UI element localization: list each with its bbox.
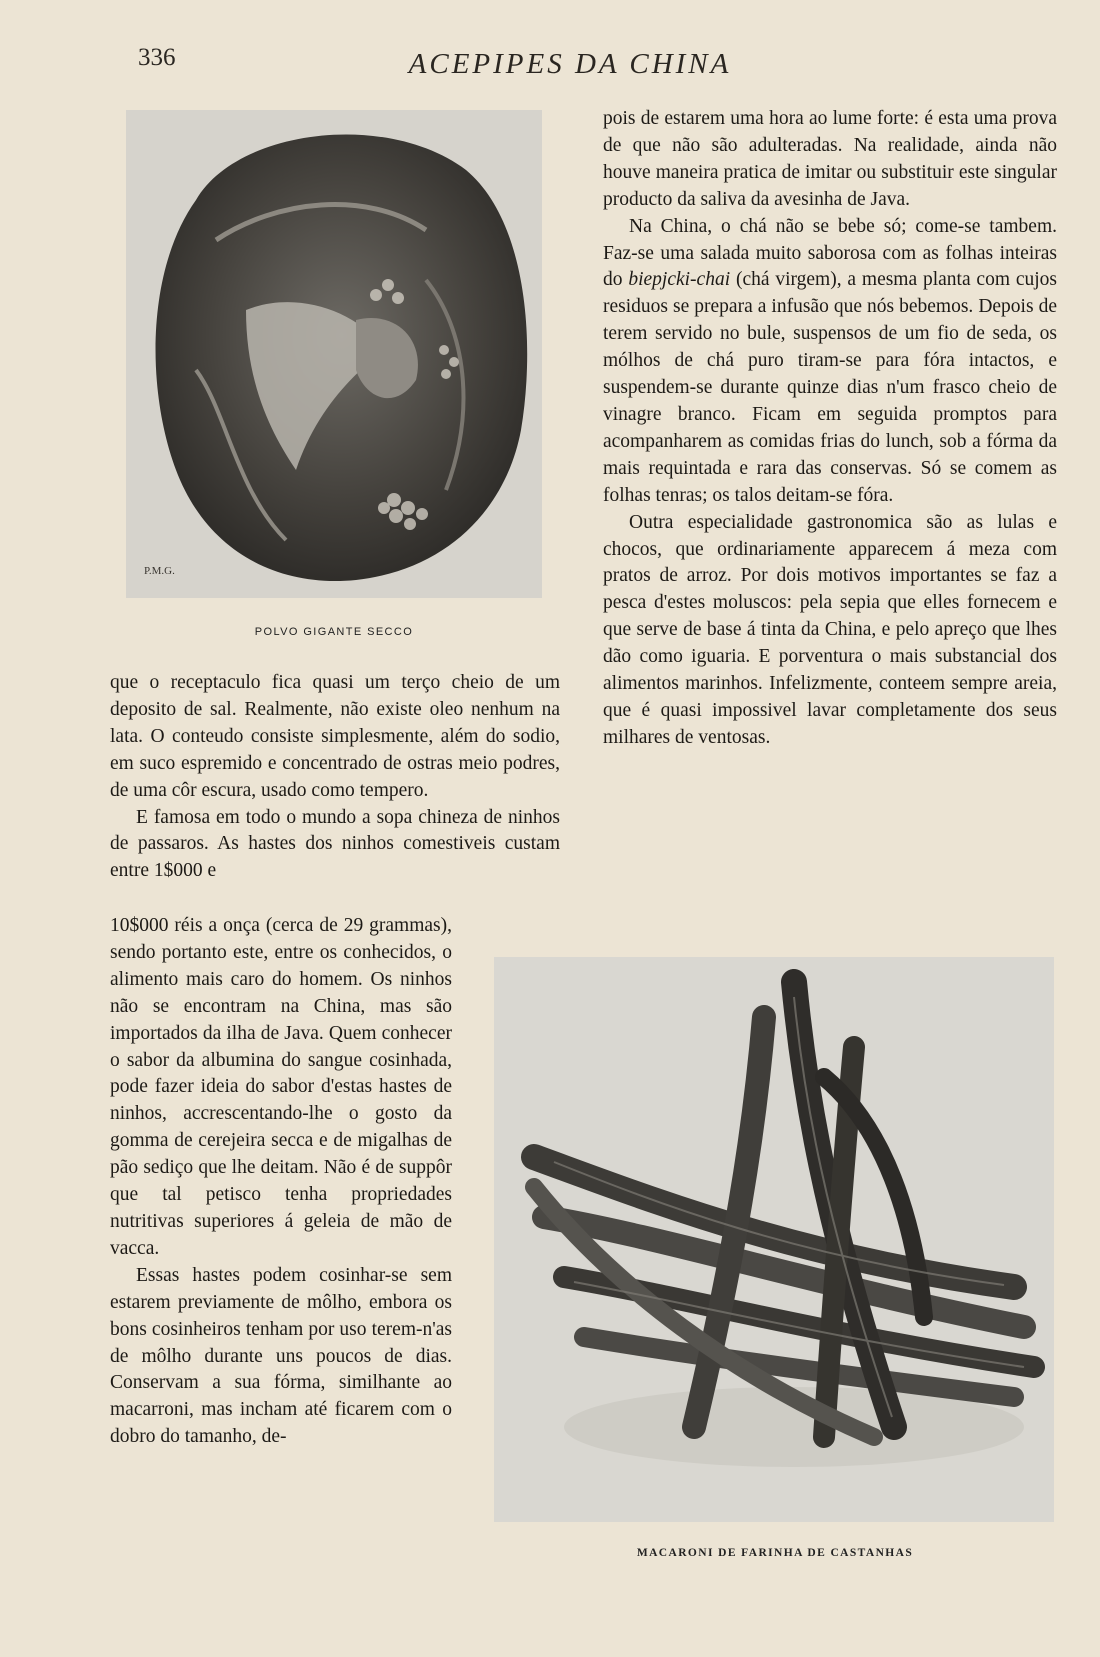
octopus-photo <box>126 110 542 598</box>
paragraph: 10$000 réis a onça (cerca de 29 grammas), sendo portanto este, entre os conhecidos, o alimento mais caro do homem. Os ninhos não se encontram na China, mas são importados da ilha de Java. Quem conhecer o sabor da albumina do sangue cosinhada, pode fazer ideia do sabor d'estas hastes de ninhos, accrescentando-lhe o gosto da gomma de cerejeira secca e de migalhas de pão sediço que lhe deitam. Não é de suppôr que tal petisco tenha propriedades nutritivas superiores á geleia de mão de vacca. <box>110 915 452 1259</box>
text-run: Na China, o chá não se bebe só; come-se tambem. Faz-se uma salada muito saborosa com as folhas inteiras do <box>603 215 1057 291</box>
italic-term: biepjcki-chai <box>628 269 731 291</box>
paragraph: pois de estarem uma hora ao lume forte: é esta uma prova de que não são adulteradas. Na realidade, ainda não houve maneira pratica de imitar ou substituir este singular producto da saliva da avesinha de Java. <box>603 108 1057 210</box>
octopus-caption: POLVO GIGANTE SECCO <box>254 626 414 638</box>
left-column-top <box>110 670 560 885</box>
paragraph <box>603 214 1057 510</box>
chestnut-macaroni-icon <box>494 957 1054 1522</box>
paragraph: Outra especialidade gastronomica são as lulas e chocos, que ordinariamente apparecem á meza com pratos de arroz. Por dois motivos importantes se faz a pesca d'estes moluscos: pela sepia que elles fornecem e que serve de base á tinta da China, e pelo apreço que lhes dão como iguaria. E porventura o mais substancial dos alimentos marinhos. Infelizmente, conteem sempre areia, que é quasi impossivel lavar completamente dos seus milhares de ventosas. <box>603 511 1057 748</box>
macaroni-photo <box>494 957 1054 1522</box>
photo-signature: P.M.G. <box>144 565 175 577</box>
macaroni-caption: MACARONI DE FARINHA DE CASTANHAS <box>636 1547 914 1559</box>
paragraph: E famosa em todo o mundo a sopa chineza de ninhos de passaros. As hastes dos ninhos comestiveis custam entre 1$000 e <box>110 806 560 882</box>
running-title: ACEPIPES DA CHINA <box>408 48 732 80</box>
page-number: 336 <box>138 44 176 71</box>
paragraph: Essas hastes podem cosinhar-se sem estarem previamente de môlho, embora os bons cosinheiros tenham por uso terem-n'as de môlho durante uns poucos de dias. Conservam a sua fórma, similhante ao macarroni, mas incham até ficarem com o dobro do tamanho, de- <box>110 1264 452 1448</box>
dried-octopus-icon <box>126 110 542 598</box>
paragraph: que o receptaculo fica quasi um terço cheio de um deposito de sal. Realmente, não existe oleo nenhum na lata. O conteudo consiste simplesmente, além do sodio, em suco espremido e concentrado de ostras meio podres, de uma côr escura, usado como tempero. <box>110 672 560 801</box>
right-column <box>603 106 1057 752</box>
left-column-bottom <box>110 913 452 1451</box>
text-run: (chá virgem), a mesma planta com cujos residuos se prepara a infusão que nós bebemos. Depois de terem servido no bule, suspensos de um fio de seda, os mólhos de chá puro tiram-se para fóra intactos, e suspendem-se durante quinze dias n'um frasco cheio de vinagre branco. Ficam em seguida promptos para acompanharem as comidas frias do lunch, sob a fórma da mais requintada e rara das conservas. Só se comem as folhas tenras; os talos deitam-se fóra. <box>603 269 1057 506</box>
